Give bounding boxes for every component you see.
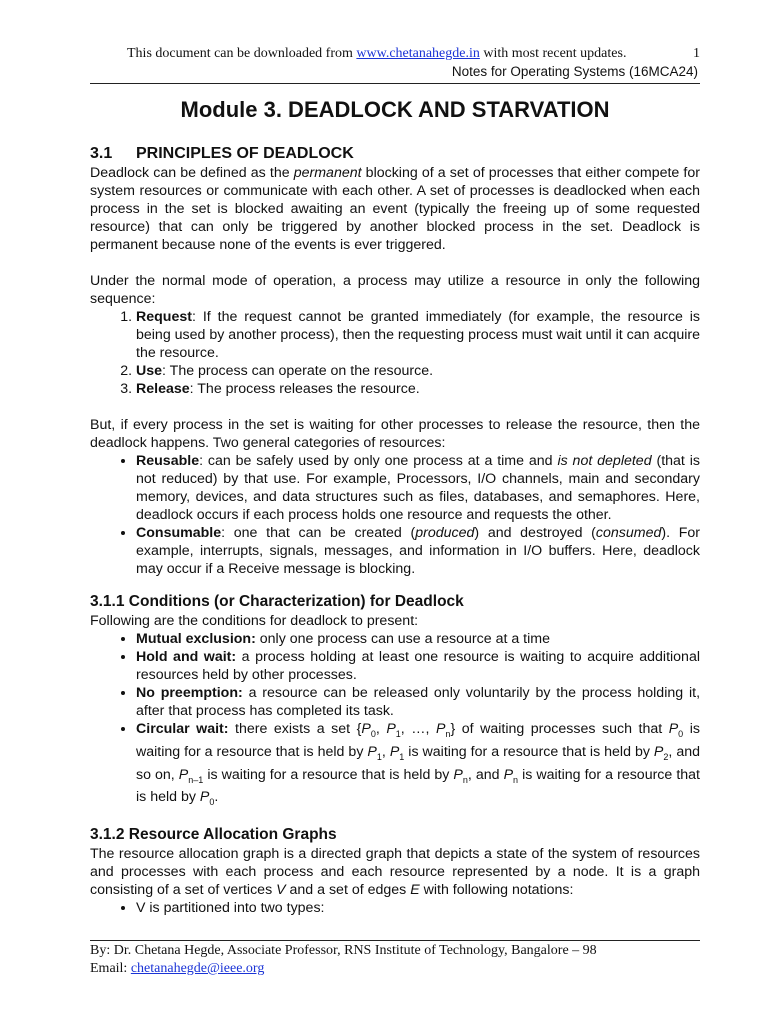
section-heading-3-1-1: 3.1.1 Conditions (or Characterization) for Deadlock bbox=[90, 593, 464, 610]
download-prefix: This document can be downloaded from bbox=[127, 46, 357, 61]
author-credit: By: Dr. Chetana Hegde, Associate Professor, RNS Institute of Technology, Bangalore – 98 bbox=[90, 943, 597, 958]
list-item: 3. Release: The process releases the resource. bbox=[136, 380, 700, 398]
resource-usage-steps bbox=[90, 308, 700, 398]
list-item: • No preemption: a resource can be released only voluntarily by the process holding it, after that process has completed its task. bbox=[136, 684, 700, 720]
footer-divider bbox=[90, 940, 700, 941]
list-item: 1. Request: If the request cannot be granted immediately (for example, the resource is being used by another process), then the requesting process must wait until it can acquire the resource. bbox=[136, 308, 700, 362]
download-notice bbox=[127, 46, 626, 62]
resource-allocation-paragraph: The resource allocation graph is a directed graph that depicts a state of the system of resources and processes with each process and each resource represented by a node. It is a graph consisting of a set of vertices V and a set of edges E with following notations: bbox=[90, 846, 700, 899]
list-item: • Mutual exclusion: only one process can use a resource at a time bbox=[136, 630, 700, 648]
list-item: • Circular wait: there exists a set {$P_0$, $P_1$, …, $P_n$} of waiting processes such that $P_0$ is waiting for a resource that is held by $P_1$, $P_1$ is waiting for a resource that is held by $P_2$, and so on, $P_{n-1}$ is waiting for a resource that is held by $P_n$, and $P_n$ is waiting for a resource that is held by $P_0$. bbox=[136, 720, 700, 811]
list-item: • Reusable: can be safely used by only one process at a time and is not depleted (that is not reduced) by that use. For example, Processors, I/O channels, main and secondary memory, devices, and data structures such as files, databases, and semaphores. Here, deadlock occurs if each process holds one resource and requests the other. bbox=[136, 452, 700, 524]
email-link[interactable]: chetanahegde@ieee.org bbox=[130, 961, 265, 976]
section-heading-3-1 bbox=[90, 144, 700, 164]
list-item: • Hold and wait: a process holding at least one resource is waiting to acquire additional resources held by other processes. bbox=[136, 648, 700, 684]
section-number: 3.1 bbox=[90, 145, 113, 162]
download-suffix: with most recent updates. bbox=[479, 46, 627, 61]
vertex-types-list bbox=[90, 899, 700, 917]
deadlock-definition-paragraph: Deadlock can be defined as the permanent blocking of a set of processes that either compete for system resources or communicate with each other. A set of processes is deadlocked when each process in the set is blocked awaiting an event (typically the freeing up of some requested resource) that can only be triggered by another blocked process in the set. Deadlock is permanent because none of the events is ever triggered. bbox=[90, 165, 700, 253]
body-content bbox=[90, 144, 700, 917]
conditions-intro: Following are the conditions for deadlock to present: bbox=[90, 613, 419, 629]
header-divider bbox=[90, 83, 700, 84]
website-link[interactable]: www.chetanahegde.in bbox=[356, 46, 480, 61]
section-title: PRINCIPLES OF DEADLOCK bbox=[136, 145, 354, 162]
page-number: 1 bbox=[693, 46, 700, 61]
emphasis-permanent: permanent bbox=[293, 165, 362, 181]
deadlock-conditions-list bbox=[90, 630, 700, 811]
list-item: 2. Use: The process can operate on the resource. bbox=[136, 362, 700, 380]
resource-categories-paragraph: But, if every process in the set is waiting for other processes to release the resource, then the deadlock happens. Two general categories of resources: bbox=[90, 417, 700, 451]
normal-operation-paragraph: Under the normal mode of operation, a process may utilize a resource in only the following sequence: bbox=[90, 273, 700, 307]
author-email: Email: chetanahegde@ieee.org bbox=[90, 961, 265, 976]
section-heading-3-1-2: 3.1.2 Resource Allocation Graphs bbox=[90, 826, 337, 844]
course-title: Notes for Operating Systems (16MCA24) bbox=[451, 64, 698, 79]
list-item: • V is partitioned into two types: bbox=[136, 899, 700, 917]
list-item: • Consumable: one that can be created (produced) and destroyed (consumed). For example, interrupts, signals, messages, and information in I/O buffers. Here, deadlock may occur if a Receive message is blocking. bbox=[136, 524, 700, 578]
resource-categories-list bbox=[90, 452, 700, 578]
page-title: Module 3. DEADLOCK AND STARVATION bbox=[180, 97, 610, 122]
